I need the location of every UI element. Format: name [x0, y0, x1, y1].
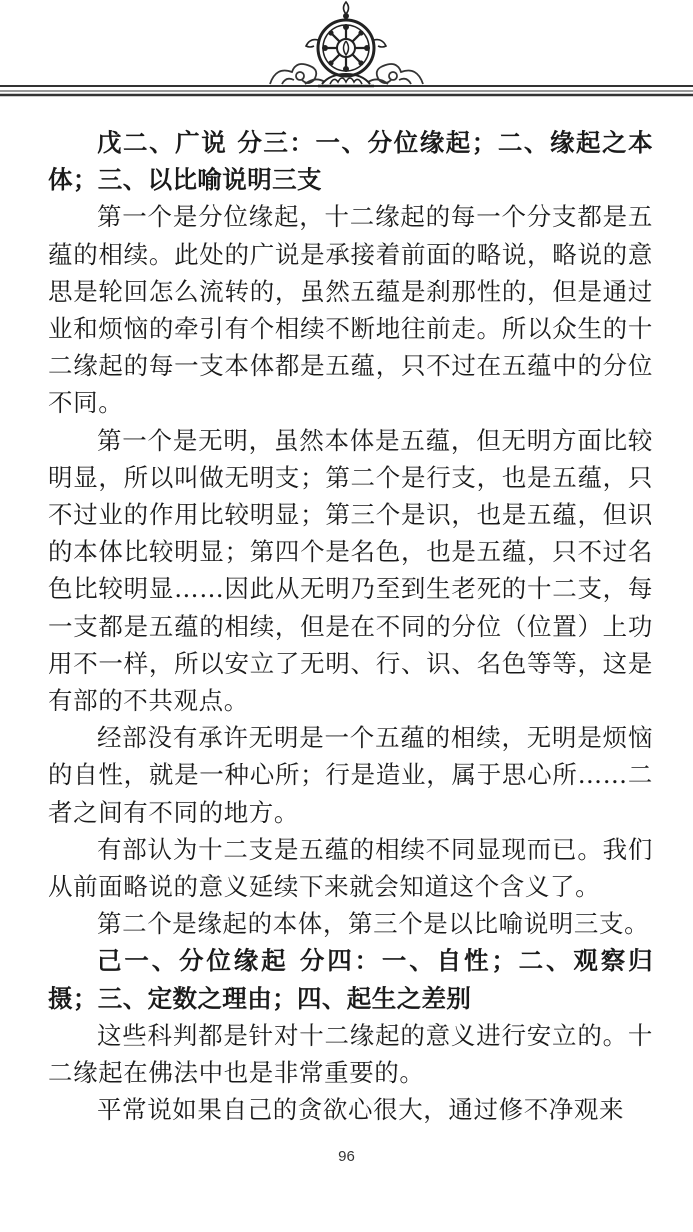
body-paragraph: 经部没有承许无明是一个五蕴的相续，无明是烦恼的自性，就是一种心所；行是造业，属于思心所……二者之间有不同的地方。 — [48, 723, 653, 827]
header-ornament — [0, 0, 693, 110]
page-number: 96 — [338, 1148, 355, 1165]
body-paragraph: 第二个是缘起的本体，第三个是以比喻说明三支。 — [97, 909, 650, 939]
body-paragraph: 第一个是无明，虽然本体是五蕴，但无明方面比较明显，所以叫做无明支；第二个是行支，也是五蕴，只不过业的作用比较明显；第三个是识，也是五蕴，但识的本体比较明显；第四个是名色，也是五蕴，只不过名色比较明显……因此从无明乃至到生老死的十二支，每一支都是五蕴的相续，但是在不同的分位（位置）上功用不一样，所以安立了无明、行、识、名色等等，这是有部的不共观点。 — [48, 425, 653, 716]
dharma-wheel-icon — [306, 2, 386, 86]
page-header — [0, 0, 693, 110]
cloud-scroll-icon — [368, 64, 423, 84]
section-heading: 己一、分位缘起 分四：一、自性；二、观察归摄；三、定数之理由；四、起生之差别 — [48, 946, 653, 1013]
cloud-scroll-icon — [270, 64, 325, 84]
header-rule — [0, 86, 693, 95]
body-paragraph: 第一个是分位缘起，十二缘起的每一个分支都是五蕴的相续。此处的广说是承接着前面的略说，略说的意思是轮回怎么流转的，虽然五蕴是刹那性的，但是通过业和烦恼的牵引有个相续不断地往前走。所以众生的十二缘起的每一支本体都是五蕴，只不过在五蕴中的分位不同。 — [48, 202, 653, 418]
body-paragraph: 这些科判都是针对十二缘起的意义进行安立的。十二缘起在佛法中也是非常重要的。 — [48, 1020, 653, 1088]
body-paragraph: 平常说如果自己的贪欲心很大，通过修不净观来 — [97, 1095, 625, 1125]
body-paragraph: 有部认为十二支是五蕴的相续不同显现而已。我们从前面略说的意义延续下来就会知道这个含义了。 — [48, 834, 653, 902]
section-heading: 戊二、广说 分三：一、分位缘起；二、缘起之本体；三、以比喻说明三支 — [48, 128, 653, 195]
page-body — [48, 124, 653, 1128]
